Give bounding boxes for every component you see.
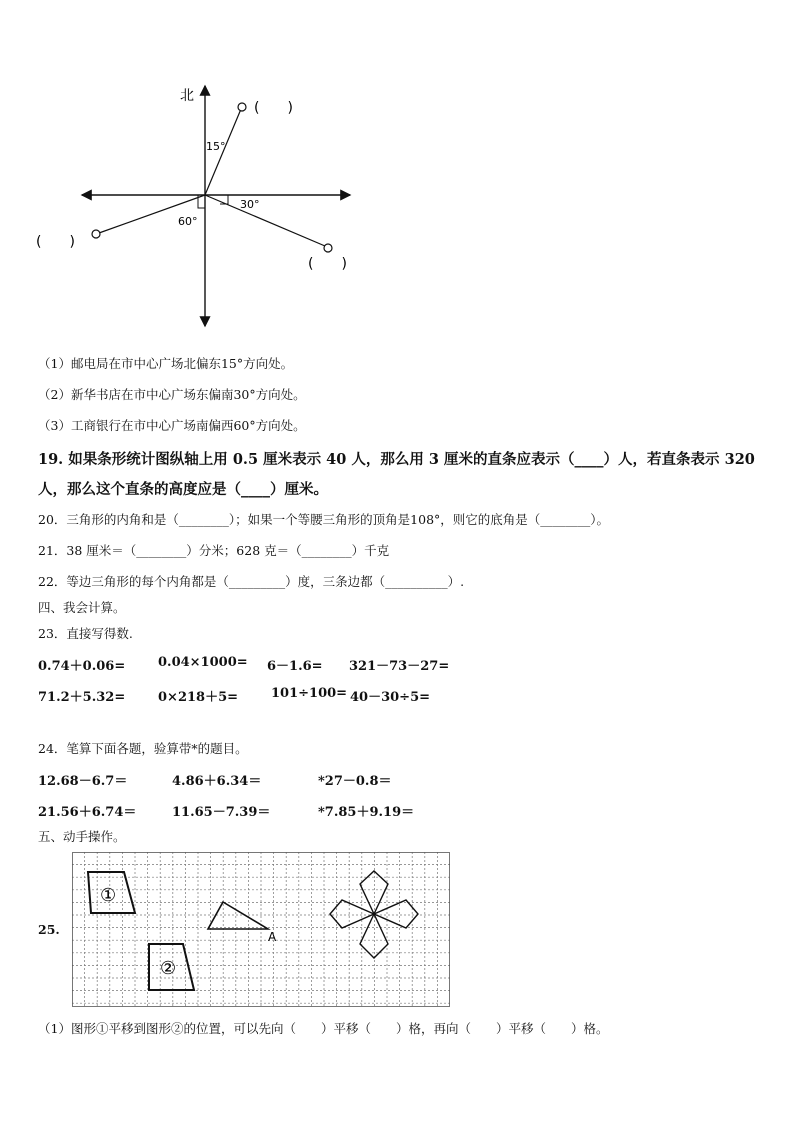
- section-4-title: 四、我会计算。: [38, 600, 126, 615]
- ray-south-east: [205, 195, 325, 246]
- paren-w: ( ): [36, 234, 75, 250]
- shape-1-label: ①: [100, 885, 117, 906]
- q24-title: 24．笔算下面各题，验算带*的题目。: [38, 741, 248, 756]
- compass-diagram: [30, 78, 370, 333]
- q23-r1-c4: 321－73－27=: [349, 659, 450, 674]
- q24-r2-c3: *7.85＋9.19＝: [318, 805, 415, 820]
- q25-item-1: （1）图形①平移到图形②的位置，可以先向（ ）平移（ ）格，再向（ ）平移（ ）格。: [38, 1021, 609, 1036]
- q18-item-1: （1）邮电局在市中心广场北偏东15°方向处。: [38, 356, 294, 371]
- q24-r2-c1: 21.56＋6.74＝: [38, 805, 137, 820]
- q23-r2-c1: 71.2＋5.32=: [38, 690, 126, 705]
- q23-r1-c2: 0.04×1000=: [158, 655, 248, 670]
- q23-r2-c2: 0×218＋5=: [158, 690, 239, 705]
- flower-shape: [330, 871, 418, 958]
- angle-sw-label: 60°: [178, 215, 198, 228]
- q19-line-2: 人，那么这个直条的高度应是（____）厘米。: [38, 481, 328, 498]
- q24-r1-c1: 12.68－6.7＝: [38, 774, 128, 789]
- angle-es-label: 30°: [240, 198, 260, 211]
- shape-2-label: ②: [160, 958, 177, 979]
- q18-item-2: （2）新华书店在市中心广场东偏南30°方向处。: [38, 387, 306, 402]
- q23-r2-c4: 40－30÷5=: [350, 690, 431, 705]
- angle-ne-label: 15°: [206, 140, 226, 153]
- q24-r1-c3: *27－0.8＝: [318, 774, 392, 789]
- paren-se: ( ): [308, 256, 347, 272]
- q24-r2-c2: 11.65－7.39＝: [172, 805, 271, 820]
- q21: 21．38 厘米＝（________）分米；628 克＝（________）千克: [38, 543, 390, 558]
- north-label: 北: [180, 88, 194, 104]
- paren-ne: ( ): [254, 100, 293, 116]
- q20: 20．三角形的内角和是（________）；如果一个等腰三角形的顶角是108°，则它的底角是（________）。: [38, 512, 610, 527]
- point-a-label: A: [268, 930, 277, 944]
- q23-title: 23．直接写得数.: [38, 626, 133, 641]
- q19-line-1: 19. 如果条形统计图纵轴上用 0.5 厘米表示 40 人，那么用 3 厘米的直条应表示（____）人，若直条表示 320: [38, 451, 755, 468]
- q24-r1-c2: 4.86＋6.34＝: [172, 774, 262, 789]
- triangle: [208, 902, 268, 929]
- grid-figure: [72, 852, 452, 1008]
- q23-r2-c3: 101÷100=: [271, 686, 348, 701]
- q23-r1-c1: 0.74＋0.06=: [38, 659, 126, 674]
- q23-r1-c3: 6－1.6=: [267, 659, 323, 674]
- section-5-title: 五、动手操作。: [38, 829, 126, 844]
- q18-item-3: （3）工商银行在市中心广场南偏西60°方向处。: [38, 418, 306, 433]
- q22: 22．等边三角形的每个内角都是（_________）度，三条边都（__________）.: [38, 574, 465, 589]
- q25-label: 25.: [38, 922, 60, 937]
